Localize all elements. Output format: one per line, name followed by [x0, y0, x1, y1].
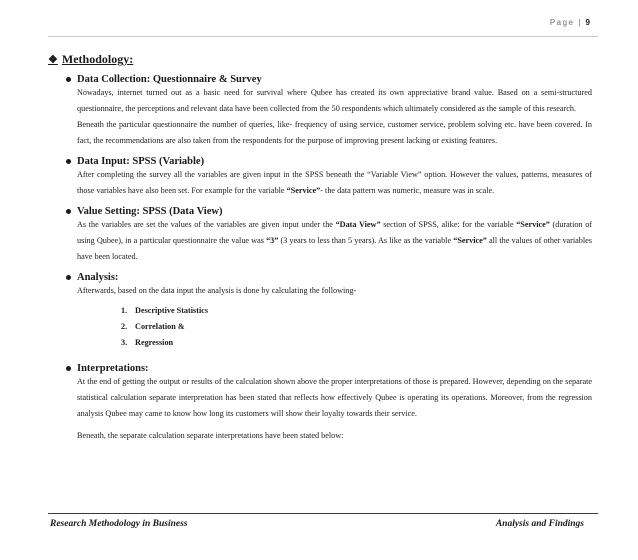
text: (3 years to less than 5 years). As like as the variable	[278, 236, 454, 245]
paragraph: Nowadays, internet turned out as a basic need for survival where Qubee has created its own appreciative brand value. Based on a semi-structured questionnaire, the perceptions and relevant data have been collected from the 50 respondents which ultimately considered as the sample of this research.	[77, 88, 592, 113]
diamond-check-bullet-icon: ❖	[48, 54, 58, 66]
bullet-icon	[66, 366, 71, 371]
item-heading-text: Data Input: SPSS (Variable)	[77, 156, 205, 167]
emphasis: “3”	[266, 236, 279, 245]
section-title	[48, 52, 592, 67]
paragraph	[77, 217, 592, 265]
paragraph	[77, 167, 592, 199]
item-heading	[66, 206, 592, 217]
item-heading-text: Interpretations:	[77, 363, 149, 374]
text: As the variables are set the values of the variables are given input under the	[77, 220, 336, 229]
list-item	[121, 319, 592, 335]
bullet-icon	[66, 209, 71, 214]
item-heading-text: Analysis:	[77, 272, 119, 283]
list-label: Regression	[135, 338, 174, 347]
item-heading	[66, 74, 592, 85]
list-label: Correlation &	[135, 322, 185, 331]
text: all the values of other variables have been located.	[77, 236, 592, 261]
emphasis: “Service”	[286, 186, 321, 195]
list-item	[121, 303, 592, 319]
bullet-icon	[66, 159, 71, 164]
emphasis: “Service”	[516, 220, 550, 229]
document-body	[48, 44, 592, 444]
section-title-text: Methodology:	[61, 52, 134, 66]
page-separator: |	[578, 18, 582, 27]
header-rule	[48, 36, 598, 37]
footer-right: Analysis and Findings	[495, 519, 584, 529]
bullet-icon	[66, 77, 71, 82]
numbered-list	[121, 303, 592, 351]
text: After completing the survey all the variables are given input in the SPSS beneath the “Variable View” option. However the values, patterns, measures of those variables have also been set. For example for the variable	[77, 170, 592, 195]
item-data-collection	[66, 74, 592, 149]
bullet-icon	[66, 275, 71, 280]
text: - the data pattern was numeric, measure was in scale.	[320, 186, 495, 195]
emphasis: “Service”	[453, 236, 487, 245]
list-item	[121, 335, 592, 351]
text: section of SPSS, alike: for the variable	[380, 220, 517, 229]
paragraph: Afterwards, based on the data input the analysis is done by calculating the following-	[77, 286, 357, 295]
list-number: 2.	[121, 322, 128, 331]
text: (duration of using Qubee), in a particular questionnaire the value was	[77, 220, 593, 245]
item-analysis	[66, 272, 592, 351]
paragraph: Beneath, the separate calculation separate interpretations have been stated below:	[77, 431, 344, 440]
list-label: Descriptive Statistics	[135, 306, 209, 315]
item-heading	[66, 363, 592, 374]
paragraph: Beneath the particular questionnaire the number of queries, like- frequency of using service, customer service, problem solving etc. have been covered. In fact, the recommendations are also taken from the respondents for the purpose of improving present lacking or existing features.	[77, 120, 592, 145]
list-number: 1.	[121, 306, 128, 315]
list-number: 3.	[121, 338, 128, 347]
item-heading	[66, 156, 592, 167]
item-heading	[66, 272, 592, 283]
item-data-input	[66, 156, 592, 199]
footer-left: Research Methodology in Business	[50, 519, 188, 529]
paragraph: At the end of getting the output or results of the calculation shown above the proper interpretations of those is prepared. However, depending on the separate statistical calculation separate interpretation has been stated that reflects how effectively Qubee is operating its operations. Moreover, from the regression analysis Qubee may came to know how long its customers will show their loyalty towards their service.	[77, 377, 592, 418]
item-heading-text: Data Collection: Questionnaire & Survey	[77, 74, 262, 85]
item-heading-text: Value Setting: SPSS (Data View)	[77, 206, 223, 217]
emphasis: “Data View”	[335, 220, 381, 229]
item-interpretations	[66, 363, 592, 444]
page-header	[550, 18, 590, 27]
page-number: 9	[585, 18, 590, 27]
footer-rule	[48, 513, 598, 514]
page-label: Page	[549, 18, 575, 27]
item-value-setting	[66, 206, 592, 265]
